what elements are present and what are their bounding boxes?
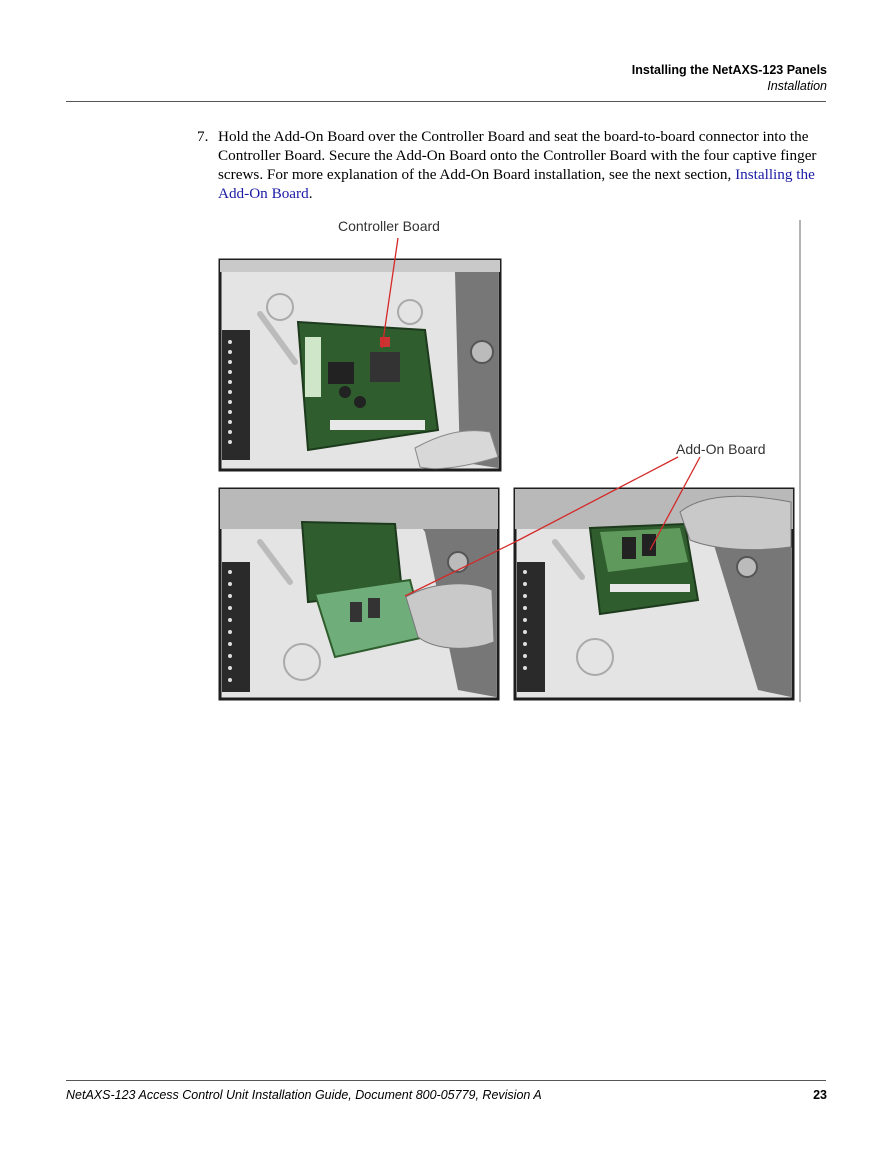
step-7	[197, 127, 833, 203]
step-tail: .	[308, 185, 313, 202]
page-number: 23	[813, 1088, 827, 1102]
running-header-title: Installing the NetAXS-123 Panels	[631, 63, 827, 77]
panel-top-controller-board	[220, 260, 500, 470]
installing-add-on-board-link[interactable]: Installing the Add-On Board	[218, 166, 815, 202]
running-header-subtitle: Installation	[767, 79, 827, 93]
installation-figure	[210, 212, 810, 707]
step-text	[218, 127, 833, 203]
footer-rule	[66, 1080, 826, 1081]
controller-board-label: Controller Board	[338, 218, 440, 234]
header-rule	[66, 101, 826, 102]
step-number: 7.	[197, 128, 209, 145]
step-body: Hold the Add-On Board over the Controller Board and seat the board-to-board connector into the Controller Board. Secure the Add-On Board onto the Controller Board with the four captive finger screws. For more explanation of the Add-On Board installation, see the next section,	[218, 128, 817, 183]
add-on-board-label: Add-On Board	[676, 441, 766, 457]
footer-text: NetAXS-123 Access Control Unit Installation Guide, Document 800-05779, Revision A	[66, 1088, 542, 1102]
panel-bottom-left-holding-add-on	[220, 489, 498, 699]
